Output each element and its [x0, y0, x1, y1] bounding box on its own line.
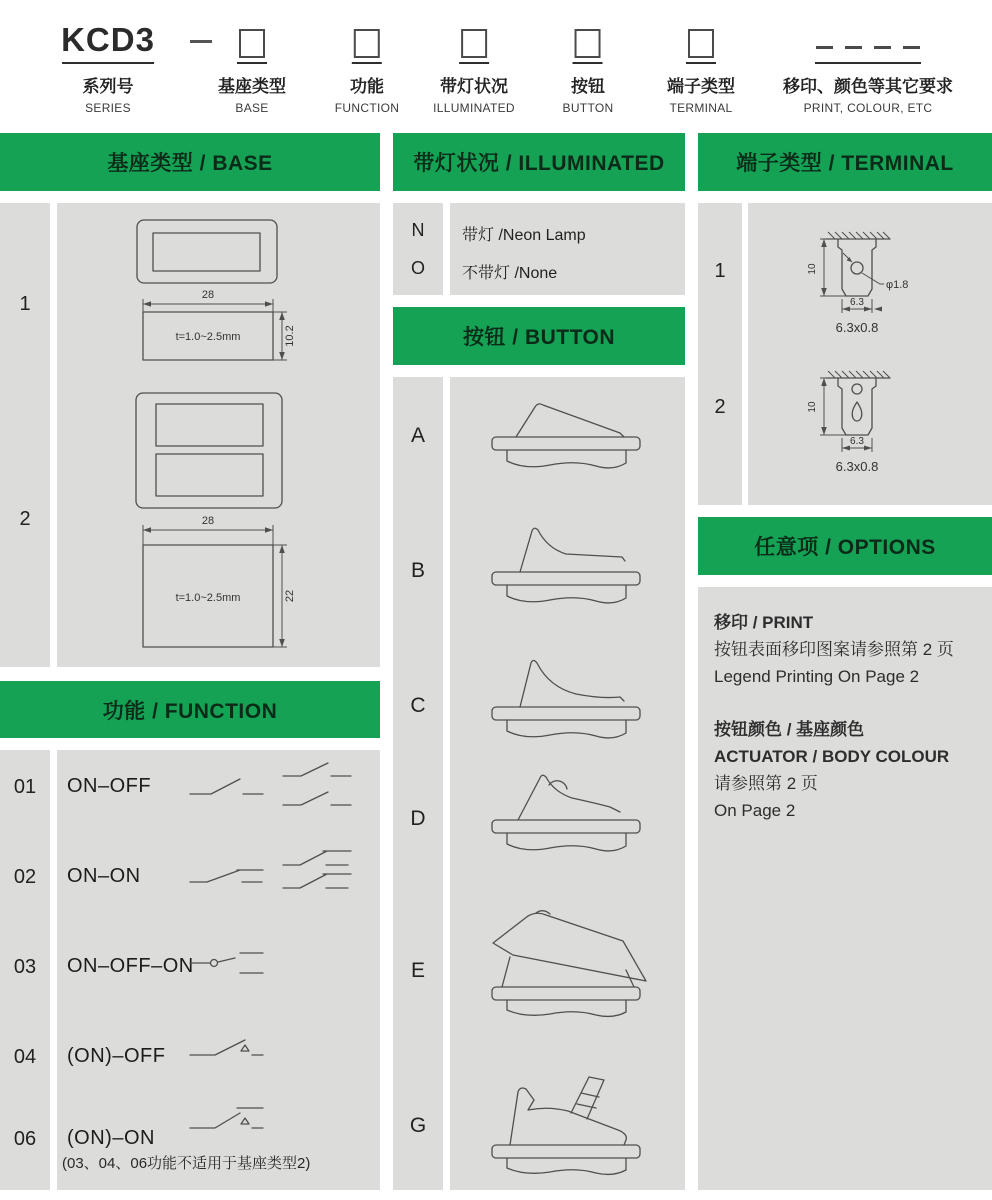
svg-text:t=1.0~2.5mm: t=1.0~2.5mm — [175, 331, 241, 343]
options-colour-title: 按钮颜色 / 基座颜色 — [714, 720, 865, 739]
options-colour-en: ACTUATOR / BODY COLOUR — [714, 747, 950, 766]
base-type-2-drawing — [57, 388, 380, 667]
options-colour-page: On Page 2 — [714, 801, 796, 820]
function-label-column — [57, 750, 380, 1190]
order-slot-terminal — [667, 18, 735, 115]
button-row-b-code: B — [410, 559, 425, 582]
options-print-title: 移印 / PRINT — [714, 613, 814, 632]
terminal-label-cn: 端子类型 — [667, 77, 735, 96]
function-row-01-code: 01 — [13, 776, 37, 798]
options-print-en: Legend Printing On Page 2 — [714, 667, 920, 686]
function-symbol-02 — [183, 840, 368, 916]
button-row-a-code: A — [410, 424, 425, 447]
function-symbol-01 — [183, 750, 368, 826]
function-label-cn: 功能 — [350, 77, 384, 96]
function-section-header: 功能 / FUNCTION — [0, 681, 380, 738]
base-code-box — [239, 29, 265, 58]
base-row-1-code: 1 — [19, 293, 31, 315]
illuminated-label-column — [450, 203, 685, 295]
illuminated-row-o-label: 不带灯 /None — [462, 265, 558, 282]
function-row-01-label: ON–OFF — [67, 775, 152, 797]
order-slot-illuminated — [433, 18, 515, 115]
function-row-04-code: 04 — [13, 1046, 37, 1068]
illuminated-row-n-code: N — [411, 220, 425, 240]
print-label-cn: 移印、颜色等其它要求 — [783, 77, 953, 96]
svg-text:10: 10 — [807, 263, 818, 275]
function-note: (03、04、06功能不适用于基座类型2) — [62, 1155, 311, 1172]
button-label-cn: 按钮 — [570, 77, 605, 96]
button-row-e-code: E — [410, 959, 425, 982]
svg-text:φ1.8: φ1.8 — [886, 279, 909, 291]
base-row-2-code: 2 — [19, 508, 31, 530]
series-underline — [62, 62, 154, 64]
illuminated-label-en: ILLUMINATED — [433, 101, 515, 115]
function-code-box — [354, 29, 380, 58]
svg-text:28: 28 — [201, 289, 215, 301]
button-profile-g-drawing — [450, 1060, 685, 1190]
base-type-1-drawing — [57, 203, 380, 388]
base-section-header: 基座类型 / BASE — [0, 133, 380, 191]
function-row-02-label: ON–ON — [67, 865, 141, 887]
svg-text:6.3: 6.3 — [850, 436, 864, 447]
series-code-text: KCD3 — [61, 21, 155, 58]
terminal-row-2-code: 2 — [714, 396, 726, 418]
svg-text:10.2: 10.2 — [284, 325, 296, 347]
function-symbol-03 — [183, 930, 368, 1006]
button-profile-c-drawing — [450, 647, 685, 767]
svg-text:6.3x0.8: 6.3x0.8 — [835, 459, 879, 474]
button-row-g-code: G — [409, 1114, 427, 1137]
function-label-en: FUNCTION — [334, 101, 400, 115]
button-section-header: 按钮 / BUTTON — [393, 307, 685, 365]
illuminated-row-n-label: 带灯 /Neon Lamp — [462, 227, 586, 244]
options-body — [698, 587, 992, 1190]
button-drawing-column — [450, 377, 685, 1190]
illuminated-label-cn: 带灯状况 — [439, 77, 508, 96]
terminal-code-column — [698, 203, 742, 505]
button-profile-e-drawing — [450, 905, 685, 1040]
base-label-cn: 基座类型 — [218, 77, 286, 96]
svg-text:6.3x0.8: 6.3x0.8 — [835, 320, 879, 335]
terminal-row-1-code: 1 — [714, 260, 726, 282]
button-code-box — [575, 29, 601, 58]
button-profile-a-drawing — [450, 377, 685, 497]
illuminated-section-header: 带灯状况 / ILLUMINATED — [393, 133, 685, 191]
function-code-column — [0, 750, 50, 1190]
terminal-type-2-drawing — [748, 348, 992, 498]
illuminated-row-o-code: O — [410, 258, 425, 278]
base-drawing-column — [57, 203, 380, 667]
code-separator-dash — [190, 40, 212, 43]
illuminated-code-column — [393, 203, 443, 295]
options-print-cn: 按钮表面移印图案请参照第 2 页 — [714, 640, 954, 659]
terminal-section-header: 端子类型 / TERMINAL — [698, 133, 992, 191]
terminal-label-en: TERMINAL — [669, 101, 733, 115]
base-label-en: BASE — [235, 101, 269, 115]
button-code-column — [393, 377, 443, 1190]
function-row-03-code: 03 — [13, 956, 37, 978]
function-row-04-label: (ON)–OFF — [67, 1045, 166, 1067]
function-symbol-04 — [183, 1020, 368, 1096]
button-row-c-code: C — [410, 694, 426, 717]
print-label-en: PRINT, COLOUR, ETC — [803, 101, 933, 115]
svg-text:22: 22 — [284, 589, 296, 603]
order-slot-base — [218, 18, 286, 115]
svg-text:28: 28 — [201, 515, 215, 527]
function-row-02-code: 02 — [13, 866, 37, 888]
terminal-code-box — [688, 29, 714, 58]
print-code-dashes — [816, 46, 920, 49]
terminal-type-1-drawing — [748, 203, 992, 348]
options-section-header: 任意项 / OPTIONS — [698, 517, 992, 575]
function-row-06-code: 06 — [13, 1128, 37, 1150]
series-label-en: SERIES — [85, 101, 131, 115]
function-row-06-label: (ON)–ON — [67, 1127, 155, 1149]
base-code-column — [0, 203, 50, 667]
options-colour-cn: 请参照第 2 页 — [714, 774, 818, 793]
illuminated-code-box — [461, 29, 487, 58]
order-slot-print — [783, 18, 953, 115]
svg-text:t=1.0~2.5mm: t=1.0~2.5mm — [175, 592, 241, 604]
order-slot-function — [335, 18, 399, 115]
function-symbol-06 — [183, 1102, 368, 1178]
function-row-03-label: ON–OFF–ON — [67, 955, 194, 977]
terminal-drawing-column — [748, 203, 992, 505]
button-profile-d-drawing — [450, 760, 685, 880]
button-profile-b-drawing — [450, 512, 685, 632]
button-row-d-code: D — [410, 807, 426, 830]
button-label-en: BUTTON — [562, 101, 614, 115]
series-label-cn: 系列号 — [82, 77, 134, 96]
svg-text:6.3: 6.3 — [850, 297, 864, 308]
order-slot-button — [563, 18, 614, 115]
svg-text:10: 10 — [807, 401, 818, 413]
order-slot-series — [61, 18, 155, 115]
